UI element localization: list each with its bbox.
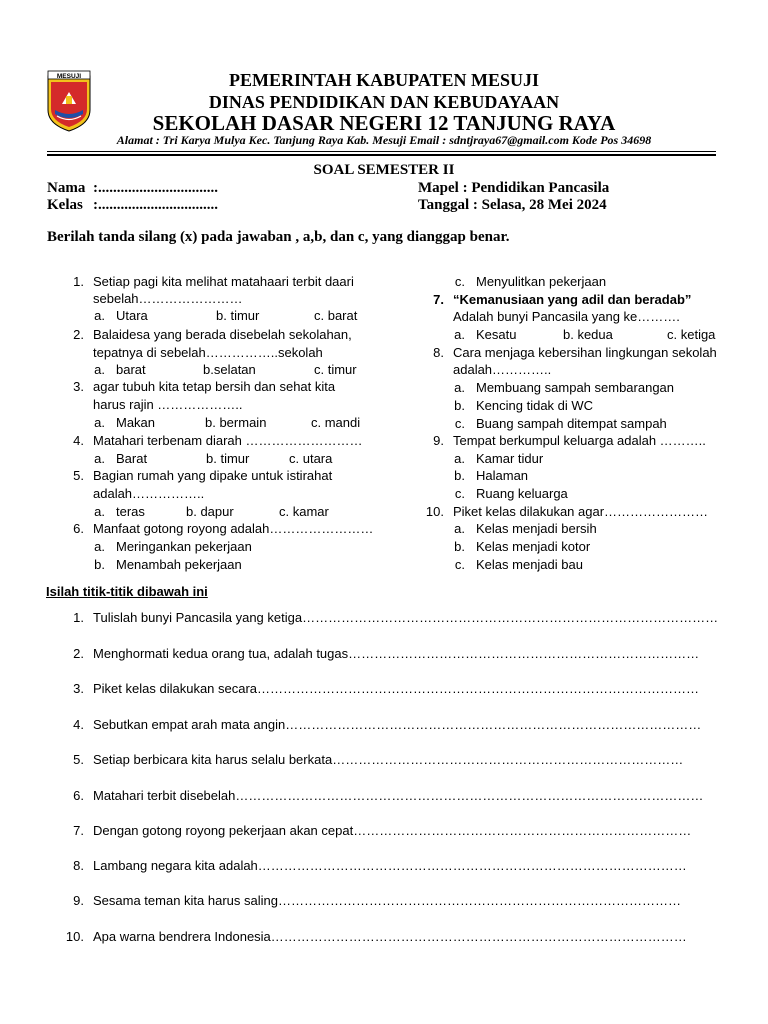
mc-7-option-a	[454, 326, 517, 343]
item-number: 9.	[73, 893, 84, 908]
question-text: agar tubuh kita tetap bersih dan sehat kita	[93, 379, 336, 394]
option-letter: a.	[454, 521, 465, 536]
question-number: 10.	[425, 504, 444, 519]
option-text: Menyulitkan pekerjaan	[476, 274, 607, 289]
logo-label: MESUJI	[56, 73, 82, 80]
question-text: Manfaat gotong royong adalah……………………	[93, 521, 374, 536]
mc-4-option-a	[94, 450, 148, 467]
item-text: Dengan gotong royong pekerjaan akan cepat……………………………………………………………………	[93, 823, 692, 838]
option-text: teras	[116, 504, 145, 519]
mc-4-option-b: b. timur	[206, 451, 250, 466]
option-text: Halaman	[476, 468, 529, 483]
option-letter: c.	[454, 557, 465, 572]
option-text: Utara	[116, 308, 148, 323]
option-letter: c.	[454, 416, 465, 431]
option-letter: b.	[94, 557, 105, 572]
option-text: Kamar tidur	[476, 451, 544, 466]
header-line-government: PEMERINTAH KABUPATEN MESUJI	[228, 70, 540, 90]
item-text: Menghormati kedua orang tua, adalah tugas………………………………………………………………………	[93, 646, 700, 661]
item-number: 4.	[73, 717, 84, 732]
option-letter: b.	[454, 539, 465, 554]
mc-question-8-line2: adalah…………..	[453, 362, 552, 377]
item-text: Apa warna bendrera Indonesia……………………………………………………………………………………	[93, 929, 687, 944]
fill-item-5	[73, 752, 684, 767]
option-letter: a.	[94, 451, 105, 466]
option-text: Ruang keluarga	[476, 486, 568, 501]
item-text: Setiap berbicara kita harus selalu berkata………………………………………………………………………	[93, 752, 684, 767]
option-text: Kesatu	[476, 327, 517, 342]
mc-10-option-a	[454, 520, 597, 537]
mc-7-option-b: b. kedua	[563, 327, 613, 342]
item-text: Lambang negara kita adalah………………………………………………………………………………………	[93, 858, 687, 873]
mc-question-1	[73, 273, 354, 290]
fill-item-10	[65, 929, 687, 944]
tanggal-text: Tanggal : Selasa, 28 Mei 2024	[418, 197, 607, 213]
mc-9-option-a	[454, 450, 544, 467]
option-letter: a.	[454, 380, 465, 395]
fill-item-8	[73, 858, 687, 873]
option-text: Kencing tidak di WC	[476, 398, 594, 413]
mc-5-option-a	[94, 503, 145, 520]
question-text: Balaidesa yang berada disebelah sekolahan,	[93, 327, 352, 342]
instruction-text: Berilah tanda silang (x) pada jawaban , a,b, dan c, yang dianggap benar.	[47, 229, 510, 245]
question-text: Matahari terbenam diarah ………………………	[93, 433, 363, 448]
option-text: Menambah pekerjaan	[116, 557, 242, 572]
mc-5-option-b: b. dapur	[186, 504, 234, 519]
option-text: Meringankan pekerjaan	[116, 539, 252, 554]
question-text: Piket kelas dilakukan agar……………………	[453, 504, 709, 519]
item-number: 10.	[65, 929, 84, 944]
mc-7-option-c: c. ketiga	[667, 327, 716, 342]
kelas-label: Kelas	[47, 197, 83, 213]
mc-question-8	[433, 344, 717, 361]
option-text: Buang sampah ditempat sampah	[476, 416, 667, 431]
mc-1-option-c: c. barat	[314, 308, 358, 323]
header-divider-thick	[47, 154, 716, 156]
item-number: 2.	[73, 646, 84, 661]
mc-question-9	[433, 432, 706, 449]
mc-2-option-b: b.selatan	[203, 362, 256, 377]
fill-item-9	[73, 893, 681, 908]
mc-10-option-b	[454, 538, 591, 555]
mc-question-2-line2: tepatnya di sebelah……………..sekolah	[93, 345, 323, 360]
question-number: 3.	[73, 379, 84, 394]
question-text: Cara menjaga kebersihan lingkungan sekolah	[453, 345, 717, 360]
option-text: barat	[116, 362, 146, 377]
mc-1-option-b: b. timur	[216, 308, 260, 323]
kelas-row	[47, 197, 218, 214]
nama-row	[47, 180, 218, 197]
option-letter: a.	[94, 308, 105, 323]
item-number: 1.	[73, 610, 84, 625]
mc-question-4	[73, 432, 363, 449]
question-number: 2.	[73, 327, 84, 342]
option-letter: a.	[94, 415, 105, 430]
option-text: Kelas menjadi bersih	[476, 521, 597, 536]
question-number: 6.	[73, 521, 84, 536]
exam-title: SOAL SEMESTER II	[313, 162, 455, 178]
question-text: Tempat berkumpul keluarga adalah ………..	[453, 433, 706, 448]
option-letter: c.	[454, 274, 465, 289]
mc-question-10	[425, 503, 709, 520]
option-letter: b.	[454, 468, 465, 483]
mc-6-option-a	[94, 538, 252, 555]
header-line-department: DINAS PENDIDIKAN DAN KEBUDAYAAN	[208, 92, 560, 112]
mc-3-option-b: b. bermain	[205, 415, 267, 430]
question-number: 4.	[73, 433, 84, 448]
mc-4-option-c: c. utara	[289, 451, 333, 466]
question-number: 9.	[433, 433, 444, 448]
option-letter: a.	[94, 539, 105, 554]
mc-3-option-a	[94, 414, 156, 431]
item-number: 7.	[73, 823, 84, 838]
option-text: Makan	[116, 415, 156, 430]
option-letter: a.	[454, 451, 465, 466]
mc-1-option-a	[94, 307, 148, 324]
header-line-school: SEKOLAH DASAR NEGERI 12 TANJUNG RAYA	[152, 111, 616, 135]
item-text: Matahari terbit disebelah………………………………………………………………………………………………	[93, 788, 704, 803]
item-text: Sesama teman kita harus saling…………………………………………………………………………………	[93, 893, 681, 908]
item-number: 5.	[73, 752, 84, 767]
item-text: Piket kelas dilakukan secara…………………………………………………………………………………………	[93, 681, 700, 696]
item-number: 6.	[73, 788, 84, 803]
mc-10-option-c	[454, 556, 583, 573]
mc-question-7	[433, 291, 692, 308]
mc-9-option-b	[454, 467, 529, 484]
option-text: Kelas menjadi bau	[476, 557, 583, 572]
fill-item-1	[73, 610, 719, 625]
section2-title: Isilah titik-titik dibawah ini	[46, 584, 208, 599]
option-text: Membuang sampah sembarangan	[476, 380, 675, 395]
mc-2-option-a	[94, 361, 146, 378]
option-letter: a.	[454, 327, 465, 342]
nama-label: Nama	[47, 180, 86, 196]
fill-item-4	[73, 717, 702, 732]
fill-item-7	[73, 823, 692, 838]
mapel-text: Mapel : Pendidikan Pancasila	[418, 180, 610, 196]
mc-question-2	[73, 326, 352, 343]
question-text: “Kemanusiaan yang adil dan beradab”	[453, 292, 692, 307]
question-number: 5.	[73, 468, 84, 483]
item-text: Sebutkan empat arah mata angin……………………………………………………………………………………	[93, 717, 702, 732]
fill-item-6	[73, 788, 704, 803]
question-number: 7.	[433, 292, 444, 307]
item-number: 3.	[73, 681, 84, 696]
mc-question-5-line2: adalah……………..	[93, 486, 205, 501]
question-text: Setiap pagi kita melihat matahaari terbit daari	[93, 274, 354, 289]
fill-item-2	[73, 646, 700, 661]
item-number: 8.	[73, 858, 84, 873]
option-letter: c.	[454, 486, 465, 501]
kelas-value: :................................	[93, 197, 218, 213]
mc-question-7-line2: Adalah bunyi Pancasila yang ke……….	[453, 309, 680, 324]
option-text: Barat	[116, 451, 148, 466]
mc-question-1-line2: sebelah……………………	[93, 291, 243, 306]
mc-5-option-c: c. kamar	[279, 504, 329, 519]
mc-8-option-b	[454, 397, 594, 414]
header-address: Alamat : Tri Karya Mulya Kec. Tanjung Raya Kab. Mesuji Email : sdntjraya67@gmail.com Kode Pos 34698	[116, 133, 652, 147]
mc-question-3	[73, 378, 336, 395]
question-number: 8.	[433, 345, 444, 360]
nama-value: :................................	[93, 180, 218, 196]
mc-2-option-c: c. timur	[314, 362, 357, 377]
mc-6-option-b	[94, 556, 242, 573]
mc-8-option-c	[454, 415, 667, 432]
mc-3-option-c: c. mandi	[311, 415, 361, 430]
option-text: Kelas menjadi kotor	[476, 539, 591, 554]
option-letter: b.	[454, 398, 465, 413]
item-text: Tulislah bunyi Pancasila yang ketiga……………………………………………………………………………………	[93, 610, 719, 625]
question-text: Bagian rumah yang dipake untuk istirahat	[93, 468, 333, 483]
header-divider-thin	[47, 151, 716, 152]
fill-item-3	[73, 681, 700, 696]
mc-question-6	[73, 520, 374, 537]
mc-9-option-c	[454, 485, 568, 502]
mc-6-option-c	[454, 273, 607, 290]
option-letter: a.	[94, 504, 105, 519]
mc-question-5	[73, 467, 333, 484]
mc-8-option-a	[454, 379, 675, 396]
option-letter: a.	[94, 362, 105, 377]
mc-question-3-line2: harus rajin ………………..	[93, 397, 243, 412]
question-number: 1.	[73, 274, 84, 289]
